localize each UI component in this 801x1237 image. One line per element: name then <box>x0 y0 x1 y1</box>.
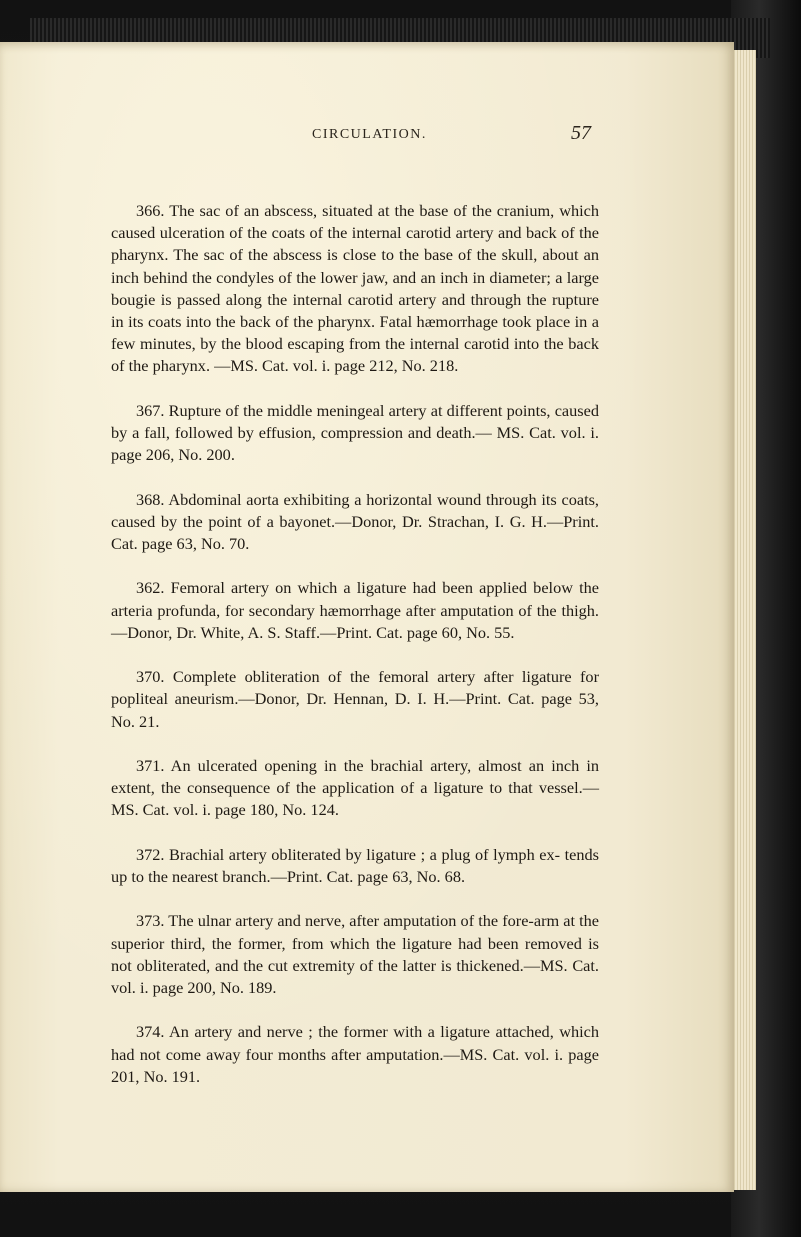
catalogue-entry-373: 373. The ulnar artery and nerve, after amputation of the fore-arm at the superior third, the former, from which the ligature had been removed is not obliterated, and the cut extremity of the latter is thickened.—MS. Cat. vol. i. page 200, No. 189. <box>111 911 599 997</box>
running-head <box>0 123 734 153</box>
catalogue-entries <box>111 200 599 1110</box>
catalogue-entry-370: 370. Complete obliteration of the femoral artery after ligature for popliteal aneurism.—Donor, Dr. Hennan, D. I. H.—Print. Cat. page 53, No. 21. <box>111 667 599 731</box>
page-number: 57 <box>571 122 591 144</box>
catalogue-entry-366: 366. The sac of an abscess, situated at the base of the cranium, which caused ulceration of the coats of the internal carotid artery and back of the pharynx. The sac of the abscess is close to the base of the skull, about an inch behind the condyles of the lower jaw, and an inch in diameter; a large bougie is passed along the internal carotid artery and through the rupture in its coats into the back of the pharynx. Fatal hæmorrhage took place in a few minutes, by the blood escaping from the internal carotid into the back of the pharynx. —MS. Cat. vol. i. page 212, No. 218. <box>111 201 599 376</box>
running-head-title: CIRCULATION. <box>312 127 427 142</box>
catalogue-entry-372: 372. Brachial artery obliterated by ligature ; a plug of lymph ex- tends up to the nearest branch.—Print. Cat. page 63, No. 68. <box>111 844 599 886</box>
catalogue-entry-367: 367. Rupture of the middle meningeal artery at different points, caused by a fall, followed by effusion, compression and death.— MS. Cat. vol. i. page 206, No. 200. <box>111 400 599 465</box>
catalogue-entry-374: 374. An artery and nerve ; the former with a ligature attached, which had not come away four months after amputation.—MS. Cat. vol. i. page 201, No. 191. <box>111 1022 599 1086</box>
catalogue-entry-371: 371. An ulcerated opening in the brachial artery, almost an inch in extent, the consequence of the application of a ligature to that vessel.—MS. Cat. vol. i. page 180, No. 124. <box>111 756 599 820</box>
page-edges <box>734 50 756 1190</box>
catalogue-entry-368: 368. Abdominal aorta exhibiting a horizontal wound through its coats, caused by the point of a bayonet.—Donor, Dr. Strachan, I. G. H.—Print. Cat. page 63, No. 70. <box>111 489 599 554</box>
catalogue-entry-362: 362. Femoral artery on which a ligature had been applied below the arteria profunda, for secondary hæmorrhage after amputation of the thigh.—Donor, Dr. White, A. S. Staff.—Print. Cat. page 60, No. 55. <box>111 578 599 642</box>
